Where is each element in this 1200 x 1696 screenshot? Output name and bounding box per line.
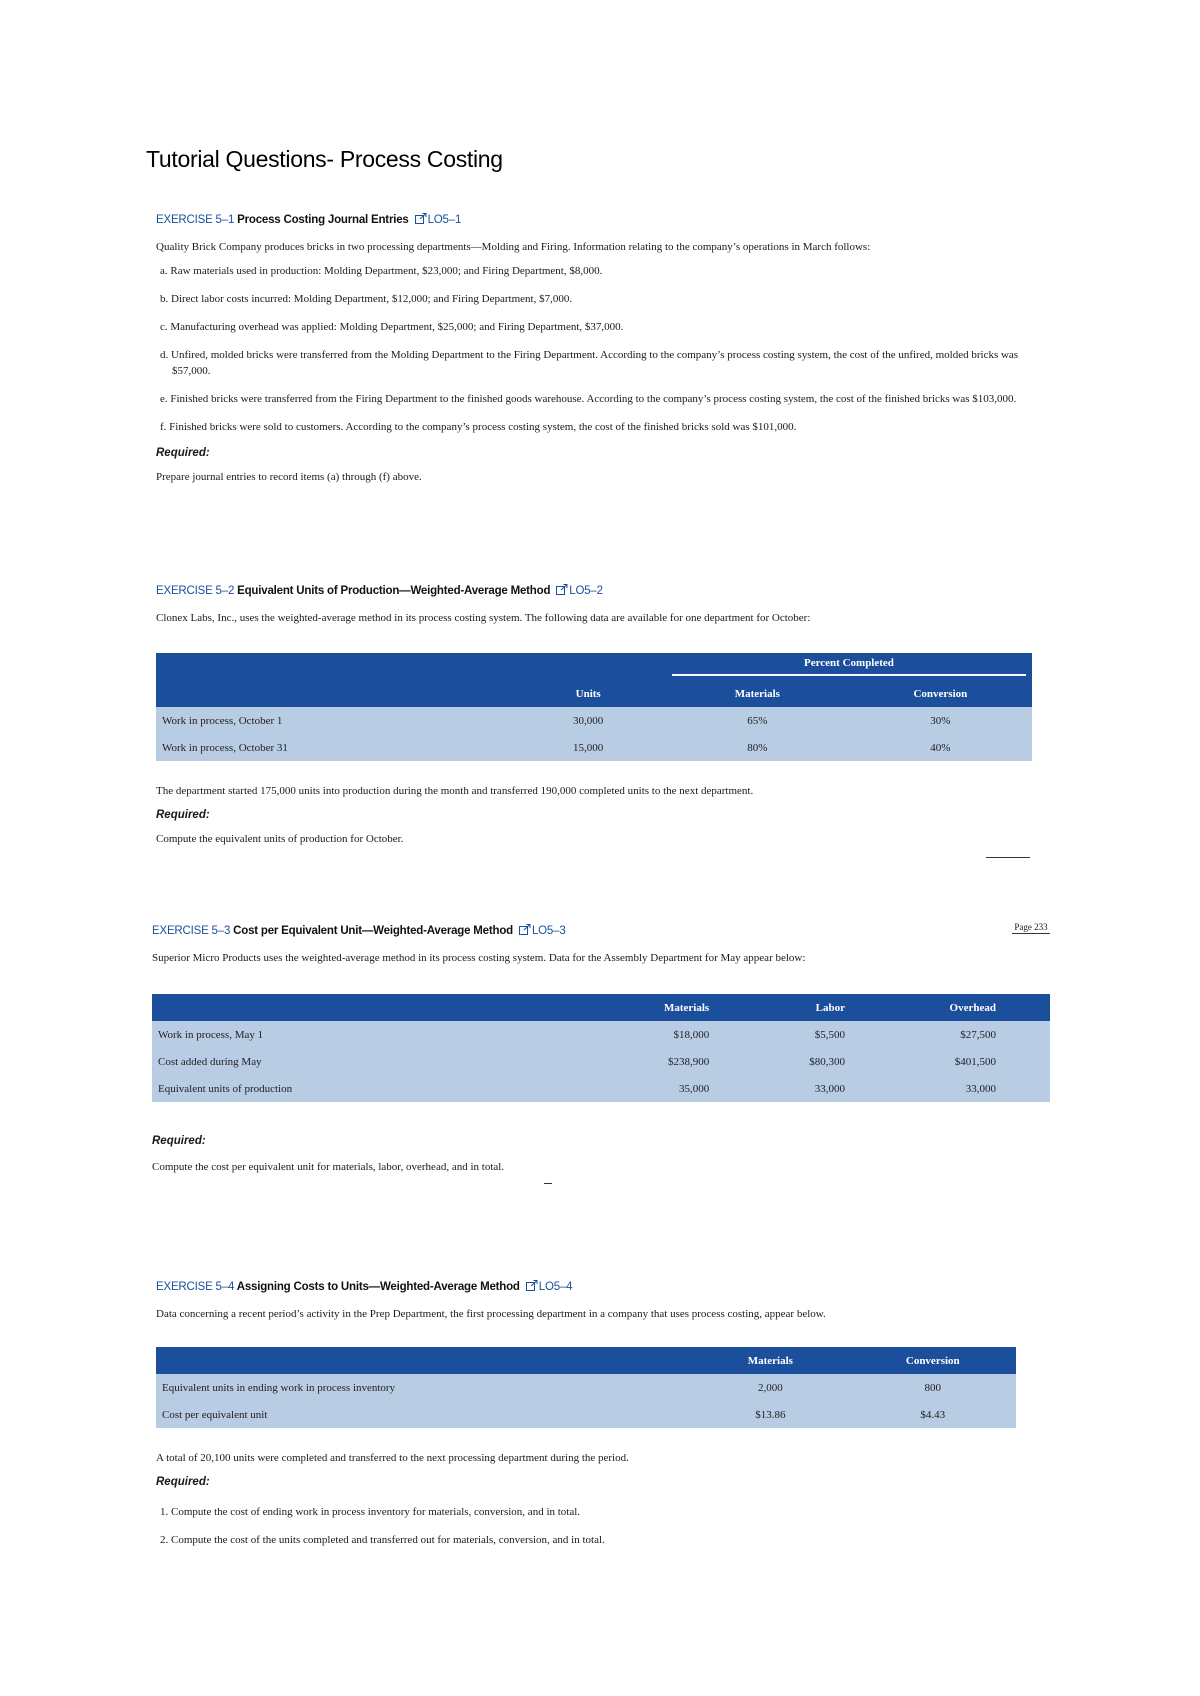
- list-item: c. Manufacturing overhead was applied: Molding Department, $25,000; and Firing Department, $37,000.: [160, 321, 624, 333]
- list-item: e. Finished bricks were transferred from the Firing Department to the finished goods warehouse. According to the company’s process costing system, the cost of the finished bricks was $103,000.: [160, 393, 1017, 405]
- required-label: Required:: [156, 1476, 210, 1488]
- exercise-title: Process Costing Journal Entries: [237, 214, 409, 226]
- exercise-number: EXERCISE 5–1: [156, 214, 235, 226]
- table-header: Materials: [614, 994, 763, 1021]
- list-item: 1. Compute the cost of ending work in process inventory for materials, conversion, and in total.: [160, 1506, 581, 1518]
- exercise-title: Cost per Equivalent Unit—Weighted-Average Method: [233, 925, 513, 937]
- table-cell: 33,000: [899, 1075, 1050, 1102]
- table-header: Units: [510, 680, 666, 707]
- table-cell: 15,000: [510, 734, 666, 761]
- item-list: [156, 263, 1036, 435]
- table-header: Conversion: [849, 680, 1032, 707]
- exercise-5-1: [156, 213, 1036, 483]
- table-group-header: Percent Completed: [666, 653, 1032, 680]
- required-label: Required:: [152, 1135, 206, 1147]
- row-label: Cost per equivalent unit: [156, 1401, 691, 1428]
- exercise-5-3-footer: [152, 1131, 1032, 1173]
- exercise-5-2-footer: [156, 785, 1036, 845]
- cost-per-unit-table: [152, 994, 1050, 1102]
- assign-costs-table: [156, 1347, 1016, 1428]
- table-cell: $5,500: [763, 1021, 899, 1048]
- exercise-intro: Superior Micro Products uses the weighted-average method in its process costing system. Data for the Assembly Department for May appear below:: [152, 952, 806, 964]
- table-header-blank: [152, 994, 614, 1021]
- table-cell: 65%: [666, 707, 849, 734]
- table-row: [156, 707, 1032, 734]
- exercise-intro: Data concerning a recent period’s activity in the Prep Department, the first processing department in a company that uses process costing, appear below.: [156, 1308, 826, 1320]
- exercise-5-2: [156, 584, 1036, 624]
- table-cell: $4.43: [850, 1401, 1016, 1428]
- table-cell: $27,500: [899, 1021, 1050, 1048]
- divider: [986, 857, 1030, 858]
- exercise-heading: [156, 213, 1036, 227]
- learning-objective-link[interactable]: LO5–4: [538, 1281, 573, 1293]
- table-header: Materials: [691, 1347, 849, 1374]
- exercise-heading: [152, 924, 1032, 938]
- exercise-number: EXERCISE 5–4: [156, 1281, 235, 1293]
- table-header: Materials: [666, 680, 849, 707]
- required-text: Compute the cost per equivalent unit for materials, labor, overhead, and in total.: [152, 1161, 505, 1173]
- table-cell: 2,000: [691, 1374, 849, 1401]
- required-label: Required:: [156, 809, 210, 821]
- table-cell: 800: [850, 1374, 1016, 1401]
- exercise-heading: [156, 1280, 1036, 1294]
- table-header: Labor: [763, 994, 899, 1021]
- table-header: Overhead: [899, 994, 1050, 1021]
- table-cell: 35,000: [614, 1075, 763, 1102]
- exercise-number: EXERCISE 5–2: [156, 585, 235, 597]
- required-text: Compute the equivalent units of production for October.: [156, 833, 404, 845]
- external-link-icon[interactable]: [415, 213, 427, 227]
- table-cell: $80,300: [763, 1048, 899, 1075]
- external-link-icon[interactable]: [556, 584, 568, 598]
- table-cell: $18,000: [614, 1021, 763, 1048]
- table-row: [156, 1401, 1016, 1428]
- row-label: Work in process, May 1: [152, 1021, 614, 1048]
- table-row: [156, 734, 1032, 761]
- table-cell: 80%: [666, 734, 849, 761]
- row-label: Equivalent units of production: [152, 1075, 614, 1102]
- table-cell: 33,000: [763, 1075, 899, 1102]
- list-item: f. Finished bricks were sold to customers. According to the company’s process costing system, the cost of the finished bricks sold was $101,000.: [160, 421, 797, 433]
- required-label: Required:: [156, 447, 210, 459]
- list-item: 2. Compute the cost of the units completed and transferred out for materials, conversion, and in total.: [160, 1534, 605, 1546]
- table-cell: $238,900: [614, 1048, 763, 1075]
- exercise-note: The department started 175,000 units into production during the month and transferred 190,000 completed units to the next department.: [156, 785, 754, 797]
- exercise-intro: Quality Brick Company produces bricks in two processing departments—Molding and Firing. Information relating to the company’s operations in March follows:: [156, 241, 871, 253]
- external-link-icon[interactable]: [526, 1280, 538, 1294]
- row-label: Cost added during May: [152, 1048, 614, 1075]
- exercise-note: A total of 20,100 units were completed and transferred to the next processing department during the period.: [156, 1452, 629, 1464]
- table-cell: 30,000: [510, 707, 666, 734]
- learning-objective-link[interactable]: LO5–2: [569, 585, 603, 597]
- external-link-icon[interactable]: [519, 924, 531, 938]
- exercise-5-4-footer: [156, 1452, 1036, 1560]
- exercise-heading: [156, 584, 1036, 598]
- table-row: [152, 1048, 1050, 1075]
- page-title: Tutorial Questions- Process Costing: [146, 146, 503, 172]
- required-text: Prepare journal entries to record items (a) through (f) above.: [156, 471, 422, 483]
- table-header-blank: [156, 653, 510, 680]
- exercise-number: EXERCISE 5–3: [152, 925, 231, 937]
- exercise-title: Assigning Costs to Units—Weighted-Average Method: [236, 1281, 520, 1293]
- exercise-intro: Clonex Labs, Inc., uses the weighted-average method in its process costing system. The following data are available for one department for October:: [156, 612, 811, 624]
- table-header-blank: [156, 680, 510, 707]
- table-row: [152, 1075, 1050, 1102]
- table-header-blank: [156, 1347, 691, 1374]
- divider: [544, 1183, 552, 1184]
- exercise-5-3: [152, 924, 1032, 964]
- table-row: [156, 1374, 1016, 1401]
- equivalent-units-table: [156, 653, 1032, 761]
- row-label: Work in process, October 31: [156, 734, 510, 761]
- row-label: Work in process, October 1: [156, 707, 510, 734]
- list-item: b. Direct labor costs incurred: Molding Department, $12,000; and Firing Department, $7,000.: [160, 293, 573, 305]
- row-label: Equivalent units in ending work in process inventory: [156, 1374, 691, 1401]
- list-item: d. Unfired, molded bricks were transferred from the Molding Department to the Firing Department. According to the company’s process costing system, the cost of the unfired, molded bricks was $57,000.: [160, 349, 1019, 377]
- table-cell: $13.86: [691, 1401, 849, 1428]
- table-cell: 30%: [849, 707, 1032, 734]
- list-item: a. Raw materials used in production: Molding Department, $23,000; and Firing Department, $8,000.: [160, 265, 603, 277]
- exercise-title: Equivalent Units of Production—Weighted-Average Method: [237, 585, 551, 597]
- table-row: [152, 1021, 1050, 1048]
- table-cell: $401,500: [899, 1048, 1050, 1075]
- table-header: Conversion: [850, 1347, 1016, 1374]
- learning-objective-link[interactable]: LO5–1: [427, 214, 462, 226]
- table-header-blank: [510, 653, 666, 680]
- learning-objective-link[interactable]: LO5–3: [531, 925, 566, 937]
- page-number-marker: Page 233: [1012, 922, 1050, 934]
- table-cell: 40%: [849, 734, 1032, 761]
- exercise-5-4: [156, 1280, 1036, 1320]
